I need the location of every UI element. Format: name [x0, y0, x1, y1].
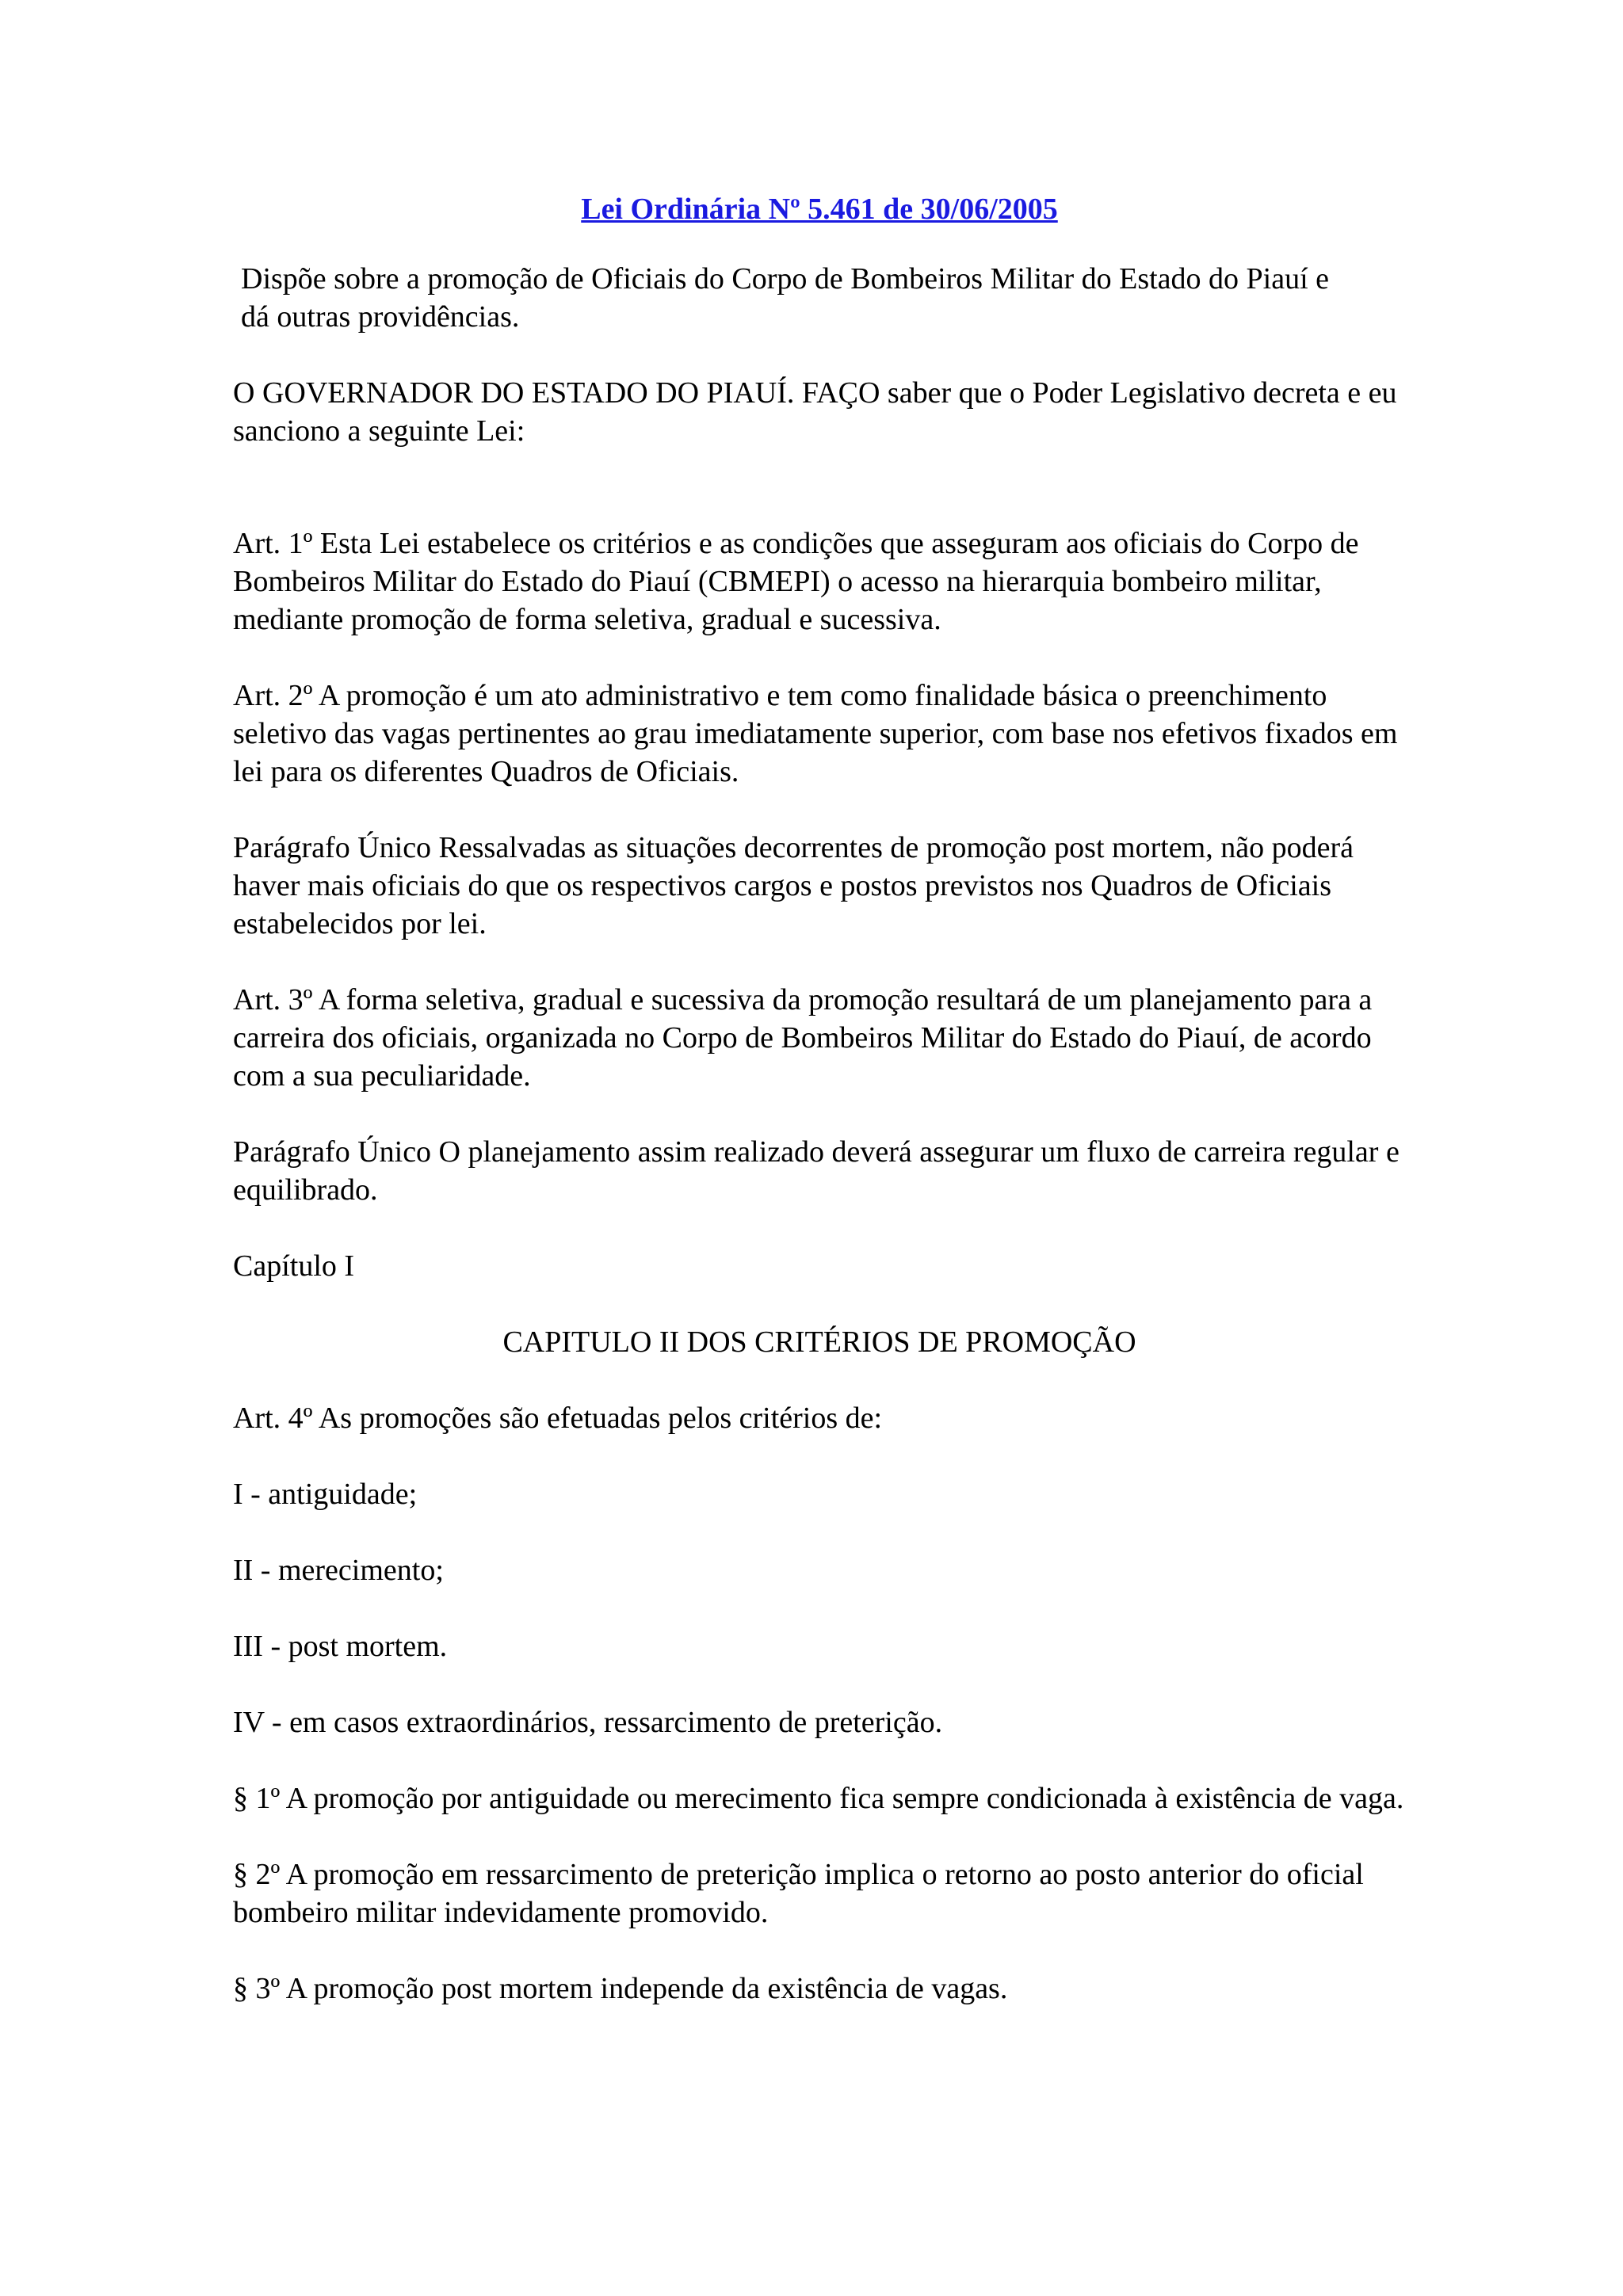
article-4: Art. 4º As promoções são efetuadas pelos critérios de: [233, 1402, 883, 1435]
chapter-2-heading: CAPITULO II DOS CRITÉRIOS DE PROMOÇÃO [502, 1325, 1136, 1359]
document-page [233, 190, 1406, 2046]
chapter-1-heading: Capítulo I [233, 1249, 355, 1283]
list-item: IV - em casos extraordinários, ressarcimento de preterição. [233, 1706, 943, 1739]
list-item: I - antiguidade; [233, 1478, 418, 1511]
section-paragraph-2: § 2º A promoção em ressarcimento de preterição implica o retorno ao posto anterior do oficial bombeiro militar indevidamente promovido. [233, 1858, 1364, 1929]
title-link[interactable]: Lei Ordinária Nº 5.461 de 30/06/2005 [581, 193, 1058, 226]
article-1: Art. 1º Esta Lei estabelece os critérios e as condições que asseguram aos oficiais do Corpo de Bombeiros Militar do Estado do Piauí (CBMEPI) o acesso na hierarquia bombeiro militar, mediante promoção de forma seletiva, gradual e sucessiva. [233, 527, 1359, 636]
article-3-paragraph: Parágrafo Único O planejamento assim realizado deverá assegurar um fluxo de carreira regular e equilibrado. [233, 1135, 1400, 1207]
section-paragraph-1: § 1º A promoção por antiguidade ou merecimento fica sempre condicionada à existência de vaga. [233, 1782, 1404, 1815]
article-2: Art. 2º A promoção é um ato administrativo e tem como finalidade básica o preenchimento seletivo das vagas pertinentes ao grau imediatamente superior, com base nos efetivos fixados em lei para os diferentes Quadros de Oficiais. [233, 679, 1398, 788]
list-item: III - post mortem. [233, 1630, 448, 1663]
preamble: O GOVERNADOR DO ESTADO DO PIAUÍ. FAÇO saber que o Poder Legislativo decreta e eu sanciono a seguinte Lei: [233, 376, 1397, 448]
article-3: Art. 3º A forma seletiva, gradual e sucessiva da promoção resultará de um planejamento para a carreira dos oficiais, organizada no Corpo de Bombeiros Militar do Estado do Piauí, de acordo com a sua peculiaridade. [233, 983, 1373, 1093]
ementa: Dispõe sobre a promoção de Oficiais do Corpo de Bombeiros Militar do Estado do Piauí e dá outras providências. [241, 262, 1330, 334]
list-item: II - merecimento; [233, 1554, 444, 1587]
document-title [233, 190, 1406, 228]
section-paragraph-3: § 3º A promoção post mortem independe da existência de vagas. [233, 1972, 1008, 2005]
article-2-paragraph: Parágrafo Único Ressalvadas as situações decorrentes de promoção post mortem, não poderá haver mais oficiais do que os respectivos cargos e postos previstos nos Quadros de Oficiais estabelecidos por lei. [233, 831, 1354, 940]
